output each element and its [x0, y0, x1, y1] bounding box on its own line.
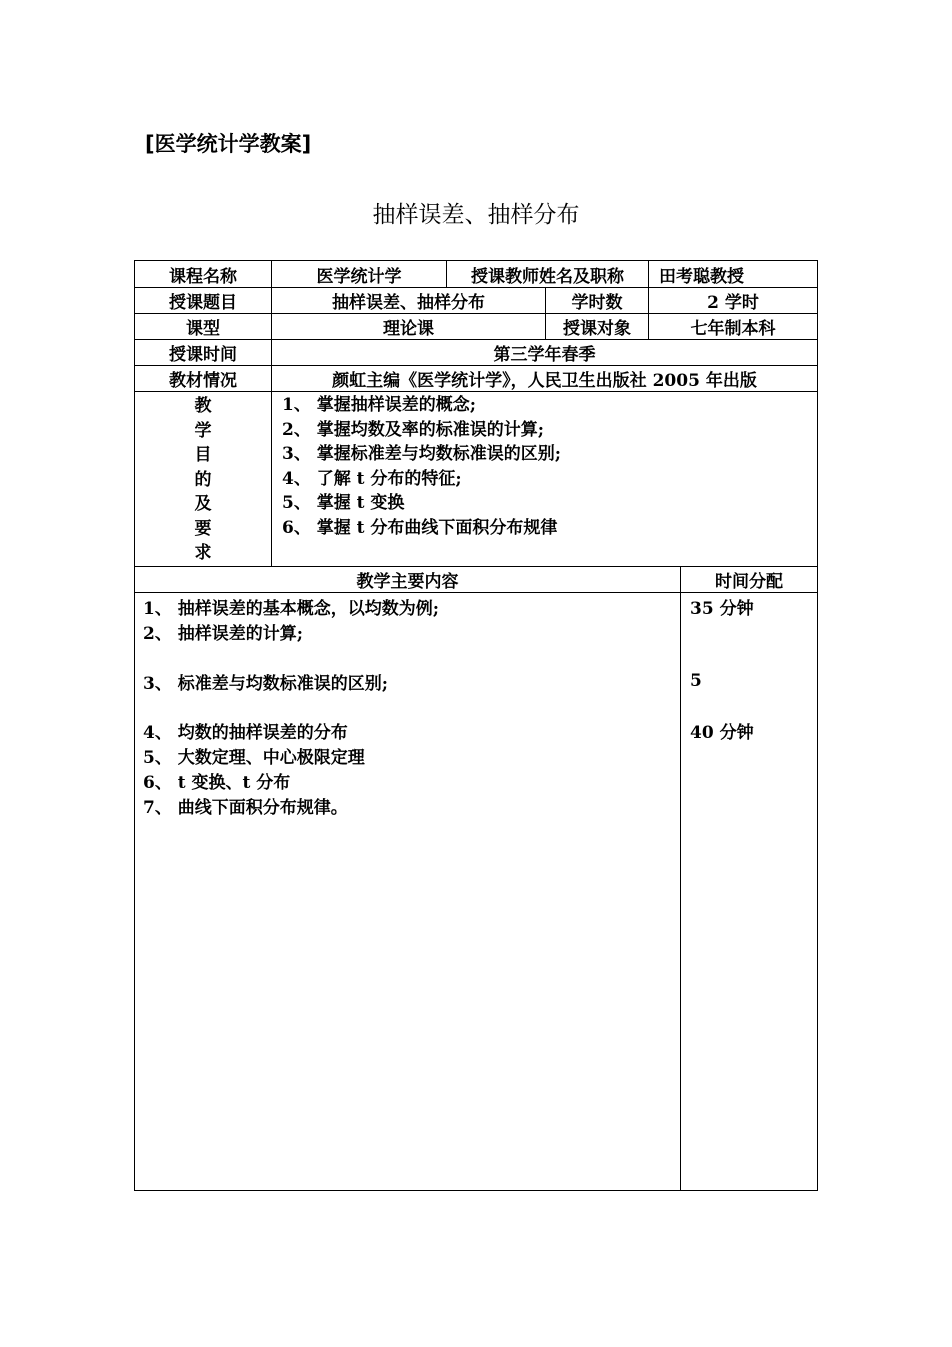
- goal-item: 4、 了解 t 分布的特征;: [282, 468, 462, 489]
- row-type: [135, 313, 817, 339]
- row-time: [135, 339, 817, 365]
- audience-value: 七年制本科: [648, 314, 817, 339]
- time-item: 35 分钟: [690, 599, 754, 619]
- goals-label-char: 要: [194, 518, 212, 539]
- goal-item: 1、 掌握抽样误差的概念;: [282, 395, 477, 415]
- goal-item: 5、 掌握 t 变换: [282, 493, 405, 513]
- content-item: 7、 曲线下面积分布规律。: [143, 798, 348, 818]
- topic-label: 授课题目: [169, 293, 237, 313]
- type-label: 课型: [186, 319, 220, 339]
- content-list: [135, 593, 680, 1190]
- content-item: 6、 t 变换、t 分布: [143, 773, 291, 793]
- goals-label-char: 求: [194, 543, 212, 563]
- lesson-plan-table: [134, 260, 818, 1191]
- course-name-label: 课程名称: [169, 266, 237, 287]
- content-item: 5、 大数定理、中心极限定理: [143, 748, 365, 768]
- content-item: 2、 抽样误差的计算;: [143, 624, 304, 644]
- goals-label-char: 的: [194, 469, 212, 490]
- row-content-body: [135, 592, 817, 1190]
- goal-item: 2、 掌握均数及率的标准误的计算;: [282, 419, 545, 440]
- row-textbook: [135, 365, 817, 391]
- type-value: 理论课: [271, 314, 545, 339]
- topic-value: 抽样误差、抽样分布: [271, 288, 545, 313]
- time-allocation-list: [680, 593, 817, 1190]
- goals-label: [135, 392, 271, 566]
- time-item: 40 分钟: [690, 723, 754, 743]
- goal-item: 3、 掌握标准差与均数标准误的区别;: [282, 444, 562, 464]
- teacher-label: 授课教师姓名及职称: [446, 261, 648, 287]
- time-label: 授课时间: [169, 345, 237, 365]
- goals-label-char: 目: [194, 445, 212, 465]
- time-value: 第三学年春季: [271, 340, 817, 365]
- goals-label-char: 及: [194, 494, 212, 514]
- course-name-value: 医学统计学: [271, 261, 446, 287]
- row-topic: [135, 287, 817, 313]
- content-item: 1、 抽样误差的基本概念，以均数为例;: [143, 599, 440, 619]
- document-header: [医学统计学教案]: [145, 132, 312, 156]
- content-header: 教学主要内容: [356, 572, 459, 592]
- hours-value: 2 学时: [648, 288, 817, 313]
- textbook-value: 颜虹主编《医学统计学》，人民卫生出版社 2005 年出版: [271, 366, 817, 391]
- teacher-value: 田考聪教授: [648, 261, 817, 287]
- textbook-label: 教材情况: [169, 371, 237, 391]
- content-item: 4、 均数的抽样误差的分布: [143, 723, 348, 743]
- row-course-name: [135, 261, 817, 287]
- content-item: 3、 标准差与均数标准误的区别;: [143, 674, 389, 694]
- audience-label: 授课对象: [545, 314, 648, 339]
- time-allocation-header: 时间分配: [680, 567, 817, 592]
- row-content-header: [135, 566, 817, 592]
- goal-item: 6、 掌握 t 分布曲线下面积分布规律: [282, 517, 558, 538]
- hours-label: 学时数: [545, 288, 648, 313]
- lesson-title: 抽样误差、抽样分布: [372, 202, 580, 228]
- goals-label-char: 教: [194, 396, 212, 416]
- goals-list: [271, 392, 817, 566]
- goals-label-char: 学: [194, 420, 212, 441]
- row-goals: [135, 391, 817, 566]
- time-item: 5: [690, 671, 702, 691]
